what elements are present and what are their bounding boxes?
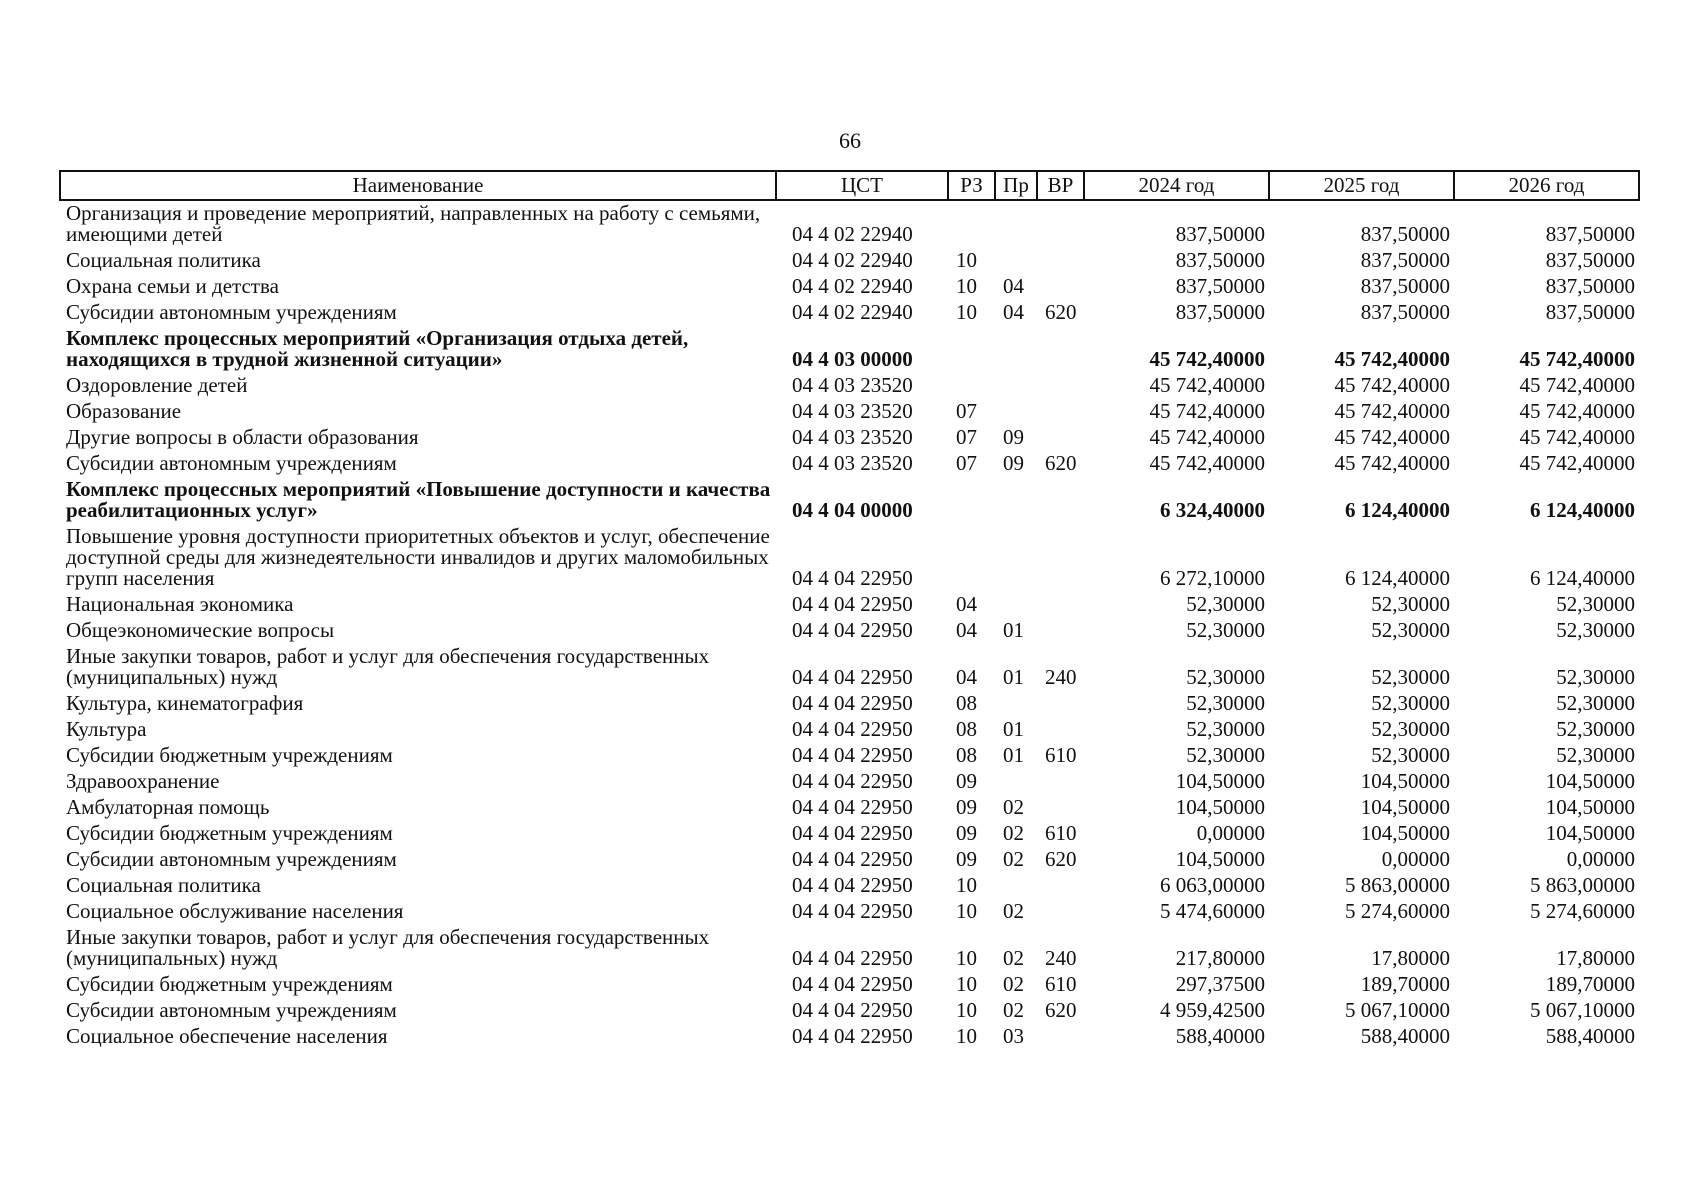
- row-2024: 52,30000: [1186, 592, 1265, 616]
- row-pr: 02: [1003, 972, 1024, 996]
- row-rz: 04: [956, 592, 977, 616]
- row-2024: 45 742,40000: [1149, 399, 1265, 423]
- row-rz: 07: [956, 425, 977, 449]
- row-rz: 10: [956, 972, 977, 996]
- row-name: Организация и проведение мероприятий, направленных на работу с семьями, имеющими детей: [66, 201, 761, 246]
- row-cst: 04 4 03 23520: [792, 451, 913, 475]
- row-vr: [1037, 425, 1084, 451]
- row-2025: 5 863,00000: [1345, 873, 1450, 897]
- row-vr: [1037, 717, 1084, 743]
- row-2024: 217,80000: [1175, 946, 1265, 970]
- row-pr: 02: [1003, 946, 1024, 970]
- row-2024: 52,30000: [1186, 743, 1265, 767]
- row-vr: [1037, 899, 1084, 925]
- table-row: [60, 200, 1639, 248]
- table-row: [60, 399, 1639, 425]
- row-2025: 52,30000: [1371, 592, 1450, 616]
- row-2025: 189,70000: [1360, 972, 1450, 996]
- row-vr: [1037, 795, 1084, 821]
- row-name: Субсидии бюджетным учреждениям: [66, 743, 393, 767]
- row-cst: 04 4 04 22950: [792, 566, 913, 590]
- row-pr: 09: [1003, 451, 1024, 475]
- row-2025: 17,80000: [1371, 946, 1450, 970]
- row-vr: [1037, 200, 1084, 248]
- header-cst: ЦСТ: [776, 171, 948, 200]
- table-row: [60, 925, 1639, 972]
- row-rz: 08: [956, 691, 977, 715]
- row-name: Иные закупки товаров, работ и услуг для обеспечения государственных (муниципальных) нужд: [66, 644, 710, 689]
- row-2025: 837,50000: [1360, 222, 1450, 246]
- row-pr: 09: [1003, 425, 1024, 449]
- row-name: Национальная экономика: [66, 592, 294, 616]
- row-vr: [1037, 691, 1084, 717]
- row-2024: 837,50000: [1175, 274, 1265, 298]
- row-name: Субсидии автономным учреждениям: [66, 847, 397, 871]
- row-pr: [995, 373, 1037, 399]
- row-vr: 240: [1045, 946, 1077, 970]
- row-name: Социальное обслуживание населения: [66, 899, 404, 923]
- row-pr: [995, 200, 1037, 248]
- row-name: Социальная политика: [66, 873, 261, 897]
- row-cst: 04 4 04 22950: [792, 946, 913, 970]
- row-cst: 04 4 04 00000: [792, 498, 913, 522]
- row-cst: 04 4 04 22950: [792, 998, 913, 1022]
- row-2025: 52,30000: [1371, 743, 1450, 767]
- row-rz: 10: [956, 998, 977, 1022]
- row-2024: 52,30000: [1186, 665, 1265, 689]
- row-rz: [948, 326, 995, 373]
- row-vr: [1037, 524, 1084, 592]
- row-2024: 588,40000: [1175, 1024, 1265, 1048]
- row-vr: 610: [1045, 821, 1077, 845]
- table-row: [60, 248, 1639, 274]
- row-2025: 45 742,40000: [1334, 373, 1450, 397]
- row-pr: [995, 873, 1037, 899]
- row-2025: 837,50000: [1360, 274, 1450, 298]
- row-cst: 04 4 04 22950: [792, 899, 913, 923]
- row-2026: 45 742,40000: [1519, 399, 1635, 423]
- row-vr: [1037, 274, 1084, 300]
- table-row: [60, 998, 1639, 1024]
- row-2026: 45 742,40000: [1519, 425, 1635, 449]
- row-cst: 04 4 04 22950: [792, 743, 913, 767]
- row-cst: 04 4 02 22940: [792, 274, 913, 298]
- row-2024: 104,50000: [1175, 847, 1265, 871]
- row-name: Культура: [66, 717, 147, 741]
- row-2025: 52,30000: [1371, 665, 1450, 689]
- row-2025: 104,50000: [1360, 821, 1450, 845]
- row-2025: 5 274,60000: [1345, 899, 1450, 923]
- row-name: Амбулаторная помощь: [66, 795, 270, 819]
- row-rz: 10: [956, 248, 977, 272]
- row-pr: [995, 592, 1037, 618]
- row-name: Образование: [66, 399, 182, 423]
- row-pr: 02: [1003, 998, 1024, 1022]
- row-vr: [1037, 326, 1084, 373]
- row-cst: 04 4 04 22950: [792, 821, 913, 845]
- row-vr: [1037, 373, 1084, 399]
- row-cst: 04 4 02 22940: [792, 248, 913, 272]
- row-cst: 04 4 04 22950: [792, 795, 913, 819]
- table-row: [60, 373, 1639, 399]
- row-2025: 6 124,40000: [1345, 498, 1450, 522]
- row-vr: 610: [1045, 972, 1077, 996]
- row-rz: 10: [956, 274, 977, 298]
- row-2025: 52,30000: [1371, 717, 1450, 741]
- row-pr: [995, 524, 1037, 592]
- row-name: Иные закупки товаров, работ и услуг для обеспечения государственных (муниципальных) нужд: [66, 925, 710, 970]
- row-pr: 02: [1003, 821, 1024, 845]
- row-2024: 297,37500: [1175, 972, 1265, 996]
- row-cst: 04 4 02 22940: [792, 222, 913, 246]
- row-2025: 837,50000: [1360, 248, 1450, 272]
- row-cst: 04 4 04 22950: [792, 769, 913, 793]
- row-vr: 620: [1045, 998, 1077, 1022]
- row-pr: 03: [1003, 1024, 1024, 1048]
- table-row: [60, 873, 1639, 899]
- row-rz: 04: [956, 618, 977, 642]
- row-rz: 10: [956, 1024, 977, 1048]
- table-row: [60, 821, 1639, 847]
- table-row: [60, 795, 1639, 821]
- row-name: Субсидии автономным учреждениям: [66, 300, 397, 324]
- row-cst: 04 4 04 22950: [792, 847, 913, 871]
- header-2025: 2025 год: [1269, 171, 1454, 200]
- row-2025: 45 742,40000: [1334, 399, 1450, 423]
- row-vr: 620: [1045, 300, 1077, 324]
- row-cst: 04 4 04 22950: [792, 717, 913, 741]
- row-2025: 45 742,40000: [1334, 425, 1450, 449]
- row-cst: 04 4 02 22940: [792, 300, 913, 324]
- row-rz: [948, 524, 995, 592]
- row-2025: 5 067,10000: [1345, 998, 1450, 1022]
- row-rz: [948, 477, 995, 524]
- row-vr: [1037, 477, 1084, 524]
- row-2024: 6 063,00000: [1160, 873, 1265, 897]
- row-rz: 09: [956, 821, 977, 845]
- row-vr: 610: [1045, 743, 1077, 767]
- row-2024: 6 324,40000: [1160, 498, 1265, 522]
- row-2026: 837,50000: [1545, 222, 1635, 246]
- row-rz: 10: [956, 946, 977, 970]
- table-row: [60, 300, 1639, 326]
- header-2024: 2024 год: [1084, 171, 1269, 200]
- row-name: Субсидии бюджетным учреждениям: [66, 821, 393, 845]
- row-pr: 01: [1003, 743, 1024, 767]
- row-rz: 07: [956, 451, 977, 475]
- row-pr: 04: [1003, 300, 1024, 324]
- row-2026: 189,70000: [1545, 972, 1635, 996]
- row-2024: 45 742,40000: [1149, 373, 1265, 397]
- table-header: [60, 171, 1639, 200]
- row-cst: 04 4 04 22950: [792, 592, 913, 616]
- row-2025: 52,30000: [1371, 691, 1450, 715]
- row-pr: 02: [1003, 847, 1024, 871]
- row-2026: 45 742,40000: [1519, 373, 1635, 397]
- table-row: [60, 691, 1639, 717]
- header-rz: РЗ: [948, 171, 995, 200]
- header-name: Наименование: [60, 171, 776, 200]
- row-2024: 837,50000: [1175, 248, 1265, 272]
- row-name: Общеэкономические вопросы: [66, 618, 335, 642]
- row-name: Повышение уровня доступности приоритетных объектов и услуг, обеспечение доступной среды для жизнедеятельности инвалидов и других маломобильных групп населения: [66, 524, 770, 590]
- row-name: Комплекс процессных мероприятий «Повышение доступности и качества реабилитационных услуг»: [66, 477, 771, 522]
- table-row: [60, 524, 1639, 592]
- row-rz: 09: [956, 769, 977, 793]
- row-pr: [995, 769, 1037, 795]
- row-2025: 45 742,40000: [1334, 347, 1450, 371]
- row-cst: 04 4 03 23520: [792, 425, 913, 449]
- page-number: 66: [839, 128, 861, 153]
- row-name: Оздоровление детей: [66, 373, 248, 397]
- row-2025: 52,30000: [1371, 618, 1450, 642]
- row-2026: 52,30000: [1556, 717, 1635, 741]
- row-rz: 08: [956, 717, 977, 741]
- row-2025: 45 742,40000: [1334, 451, 1450, 475]
- header-vr: ВР: [1037, 171, 1084, 200]
- row-2024: 104,50000: [1175, 769, 1265, 793]
- row-2026: 104,50000: [1545, 821, 1635, 845]
- table-row: [60, 847, 1639, 873]
- table-row: [60, 274, 1639, 300]
- row-2026: 5 863,00000: [1530, 873, 1635, 897]
- row-cst: 04 4 04 22950: [792, 665, 913, 689]
- row-cst: 04 4 03 23520: [792, 399, 913, 423]
- row-pr: [995, 691, 1037, 717]
- row-vr: [1037, 399, 1084, 425]
- row-2026: 52,30000: [1556, 743, 1635, 767]
- table-body: [60, 200, 1639, 1050]
- row-2026: 52,30000: [1556, 592, 1635, 616]
- row-2024: 837,50000: [1175, 300, 1265, 324]
- row-2024: 837,50000: [1175, 222, 1265, 246]
- row-2026: 837,50000: [1545, 274, 1635, 298]
- row-2025: 6 124,40000: [1345, 566, 1450, 590]
- table-row: [60, 477, 1639, 524]
- table-row: [60, 451, 1639, 477]
- table-row: [60, 769, 1639, 795]
- row-2026: 5 274,60000: [1530, 899, 1635, 923]
- row-rz: 09: [956, 795, 977, 819]
- row-cst: 04 4 04 22950: [792, 972, 913, 996]
- row-2026: 588,40000: [1545, 1024, 1635, 1048]
- row-vr: 620: [1045, 847, 1077, 871]
- table-row: [60, 717, 1639, 743]
- row-pr: [995, 326, 1037, 373]
- row-vr: [1037, 873, 1084, 899]
- row-name: Социальная политика: [66, 248, 261, 272]
- row-2026: 17,80000: [1556, 946, 1635, 970]
- row-cst: 04 4 04 22950: [792, 1024, 913, 1048]
- row-2026: 837,50000: [1545, 300, 1635, 324]
- row-2024: 45 742,40000: [1149, 451, 1265, 475]
- row-name: Социальное обеспечение населения: [66, 1024, 388, 1048]
- row-pr: [995, 399, 1037, 425]
- row-2024: 52,30000: [1186, 618, 1265, 642]
- row-rz: [948, 373, 995, 399]
- row-rz: 08: [956, 743, 977, 767]
- row-name: Культура, кинематография: [66, 691, 304, 715]
- row-2026: 5 067,10000: [1530, 998, 1635, 1022]
- table-row: [60, 644, 1639, 691]
- row-vr: 240: [1045, 665, 1077, 689]
- row-2025: 104,50000: [1360, 795, 1450, 819]
- row-rz: 04: [956, 665, 977, 689]
- row-2024: 104,50000: [1175, 795, 1265, 819]
- row-pr: [995, 248, 1037, 274]
- row-vr: [1037, 618, 1084, 644]
- row-pr: 01: [1003, 665, 1024, 689]
- row-2026: 104,50000: [1545, 795, 1635, 819]
- row-rz: 10: [956, 300, 977, 324]
- row-2026: 837,50000: [1545, 248, 1635, 272]
- header-2026: 2026 год: [1454, 171, 1639, 200]
- row-rz: [948, 200, 995, 248]
- row-2025: 104,50000: [1360, 769, 1450, 793]
- row-name: Здравоохранение: [66, 769, 220, 793]
- row-name: Субсидии автономным учреждениям: [66, 998, 397, 1022]
- row-name: Субсидии автономным учреждениям: [66, 451, 397, 475]
- row-rz: 09: [956, 847, 977, 871]
- table-row: [60, 592, 1639, 618]
- row-2024: 0,00000: [1196, 821, 1265, 845]
- row-2026: 45 742,40000: [1519, 451, 1635, 475]
- row-2026: 0,00000: [1566, 847, 1635, 871]
- row-pr: 01: [1003, 717, 1024, 741]
- row-2024: 5 474,60000: [1160, 899, 1265, 923]
- row-2026: 6 124,40000: [1530, 566, 1635, 590]
- row-2025: 588,40000: [1360, 1024, 1450, 1048]
- row-2024: 45 742,40000: [1149, 425, 1265, 449]
- table-row: [60, 326, 1639, 373]
- row-vr: [1037, 1024, 1084, 1050]
- row-pr: 01: [1003, 618, 1024, 642]
- row-2026: 104,50000: [1545, 769, 1635, 793]
- table-row: [60, 899, 1639, 925]
- row-vr: [1037, 769, 1084, 795]
- row-name: Охрана семьи и детства: [66, 274, 279, 298]
- row-rz: 10: [956, 873, 977, 897]
- row-pr: [995, 477, 1037, 524]
- row-2026: 6 124,40000: [1530, 498, 1635, 522]
- row-pr: 04: [1003, 274, 1024, 298]
- row-2024: 52,30000: [1186, 691, 1265, 715]
- row-2026: 52,30000: [1556, 665, 1635, 689]
- table-row: [60, 425, 1639, 451]
- header-pr: Пр: [995, 171, 1037, 200]
- row-rz: 10: [956, 899, 977, 923]
- row-2024: 52,30000: [1186, 717, 1265, 741]
- table-row: [60, 743, 1639, 769]
- row-2025: 0,00000: [1381, 847, 1450, 871]
- row-cst: 04 4 03 00000: [792, 347, 913, 371]
- row-cst: 04 4 04 22950: [792, 618, 913, 642]
- row-cst: 04 4 04 22950: [792, 873, 913, 897]
- row-2024: 4 959,42500: [1160, 998, 1265, 1022]
- row-2026: 52,30000: [1556, 618, 1635, 642]
- row-name: Другие вопросы в области образования: [66, 425, 419, 449]
- table-row: [60, 972, 1639, 998]
- row-2024: 45 742,40000: [1149, 347, 1265, 371]
- row-name: Субсидии бюджетным учреждениям: [66, 972, 393, 996]
- budget-table: [59, 170, 1640, 1050]
- table-row: [60, 618, 1639, 644]
- row-pr: 02: [1003, 899, 1024, 923]
- row-2026: 52,30000: [1556, 691, 1635, 715]
- row-pr: 02: [1003, 795, 1024, 819]
- row-rz: 07: [956, 399, 977, 423]
- row-cst: 04 4 03 23520: [792, 373, 913, 397]
- row-cst: 04 4 04 22950: [792, 691, 913, 715]
- row-2024: 6 272,10000: [1160, 566, 1265, 590]
- row-2026: 45 742,40000: [1519, 347, 1635, 371]
- row-name: Комплекс процессных мероприятий «Организация отдыха детей, находящихся в трудной жизненной ситуации»: [66, 326, 689, 371]
- row-vr: 620: [1045, 451, 1077, 475]
- row-vr: [1037, 248, 1084, 274]
- row-vr: [1037, 592, 1084, 618]
- row-2025: 837,50000: [1360, 300, 1450, 324]
- table-row: [60, 1024, 1639, 1050]
